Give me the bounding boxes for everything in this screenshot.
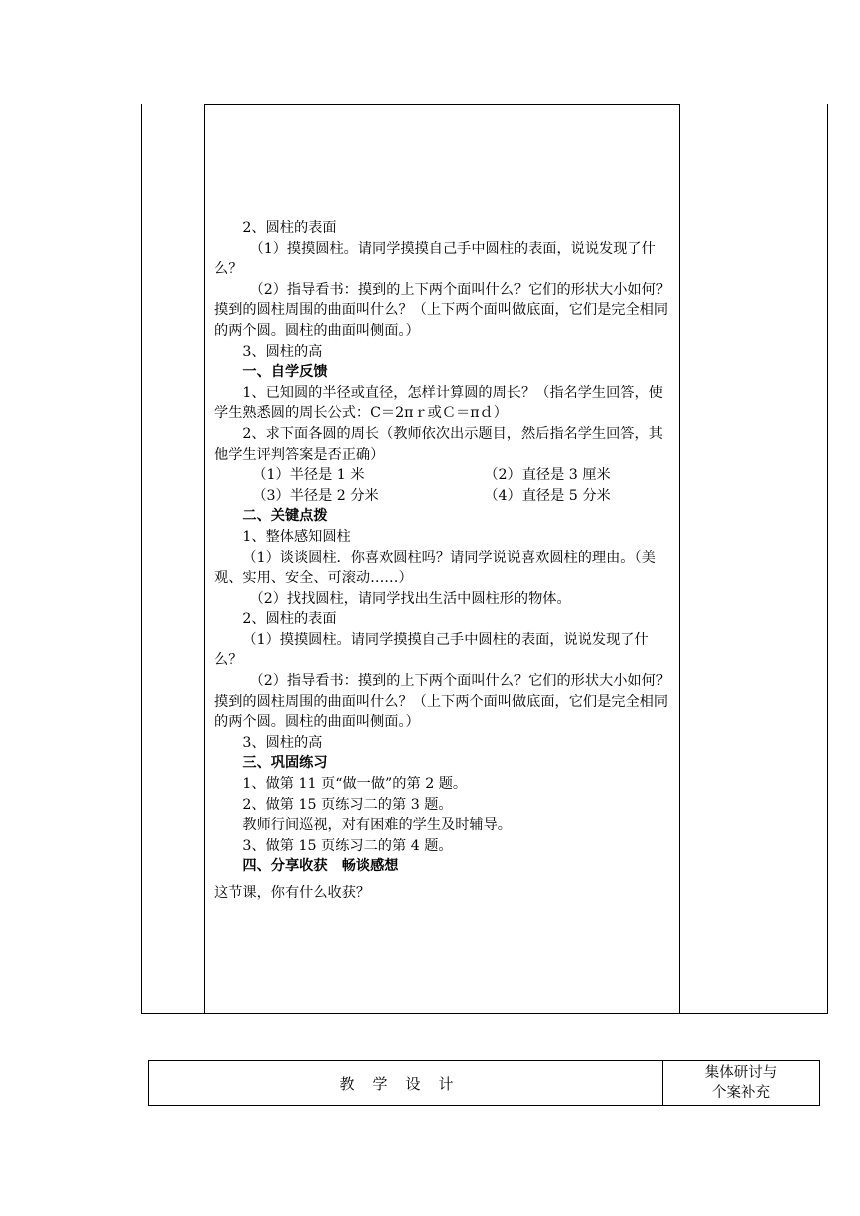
problem-item: （2）直径是 3 厘米 bbox=[484, 467, 611, 484]
content-paragraph: 二、关键点拨 bbox=[242, 508, 328, 525]
lesson-content bbox=[214, 218, 676, 904]
circle-problems bbox=[214, 465, 676, 506]
content-paragraph: 2、圆柱的表面 bbox=[242, 220, 337, 236]
problem-row bbox=[214, 465, 676, 486]
content-paragraph: 教师行间巡视，对有困难的学生及时辅导。 bbox=[242, 817, 512, 834]
side-header-line-2: 个案补充 bbox=[712, 1085, 770, 1101]
content-paragraph: 三、巩固练习 bbox=[242, 755, 328, 772]
content-paragraph: 1、整体感知圆柱 bbox=[242, 528, 351, 545]
content-paragraph: 2、做第 15 页练习二的第 3 题。 bbox=[242, 796, 453, 813]
content-paragraph: （1）摸摸圆柱。请同学摸摸自己手中圆柱的表面，说说发现了什么？ bbox=[214, 240, 656, 278]
lesson-lines-continued bbox=[214, 506, 676, 877]
side-header-line-1: 集体研讨与 bbox=[704, 1065, 778, 1081]
content-paragraph: （1）谈谈圆柱．你喜欢圆柱吗？请同学说说喜欢圆柱的理由。（美观、实用、安全、可滚动……） bbox=[214, 549, 656, 587]
content-paragraph: 3、圆柱的高 bbox=[242, 343, 323, 360]
table-divider-1 bbox=[204, 104, 205, 1014]
problem-row bbox=[214, 486, 676, 507]
table-border-left bbox=[141, 104, 142, 1014]
content-paragraph: （2）指导看书：摸到的上下两个面叫什么？它们的形状大小如何？摸到的圆柱周围的曲面叫什么？（上下两个面叫做底面，它们是完全相同的两个圆。圆柱的曲面叫侧面。） bbox=[214, 281, 670, 339]
content-paragraph: 2、求下面各圆的周长（教师依次出示题目，然后指名学生回答，其他学生评判答案是否正确） bbox=[214, 425, 663, 463]
problem-item: （3）半径是 2 分米 bbox=[252, 487, 379, 504]
content-paragraph: （2）指导看书：摸到的上下两个面叫什么？它们的形状大小如何？摸到的圆柱周围的曲面叫什么？（上下两个面叫做底面，它们是完全相同的两个圆。圆柱的曲面叫侧面。） bbox=[214, 673, 670, 731]
content-paragraph: 一、自学反馈 bbox=[242, 364, 328, 381]
table-divider-2 bbox=[679, 104, 680, 1014]
lesson-lines bbox=[214, 218, 676, 465]
content-paragraph: 3、做第 15 页练习二的第 4 题。 bbox=[242, 837, 453, 854]
design-header-table bbox=[148, 1060, 820, 1106]
problem-item: （4）直径是 5 分米 bbox=[484, 487, 611, 504]
content-paragraph: 1、做第 11 页“做一做”的第 2 题。 bbox=[242, 776, 468, 793]
content-paragraph: 3、圆柱的高 bbox=[242, 734, 323, 751]
content-paragraph: 1、已知圆的半径或直径，怎样计算圆的周长？（指名学生回答，使学生熟悉圆的周长公式：C＝2πｒ或Ｃ＝πｄ） bbox=[214, 384, 663, 422]
table-top-border bbox=[204, 104, 680, 105]
content-paragraph: （1）摸摸圆柱。请同学摸摸自己手中圆柱的表面，说说发现了什么？ bbox=[214, 631, 649, 669]
table-bottom-border bbox=[141, 1013, 828, 1014]
content-paragraph: 四、分享收获 畅谈感想 bbox=[242, 858, 399, 875]
teaching-design-header: 教学设计 bbox=[339, 1074, 472, 1093]
content-paragraph: 2、圆柱的表面 bbox=[242, 611, 337, 628]
problem-item: （1）半径是 1 米 bbox=[252, 467, 365, 484]
closing-question: 这节课，你有什么收获？ bbox=[214, 885, 371, 901]
discussion-supplement-header bbox=[663, 1061, 819, 1105]
table-border-right bbox=[827, 104, 828, 1014]
content-paragraph: （2）找找圆柱，请同学找出生活中圆柱形的物体。 bbox=[249, 590, 571, 607]
